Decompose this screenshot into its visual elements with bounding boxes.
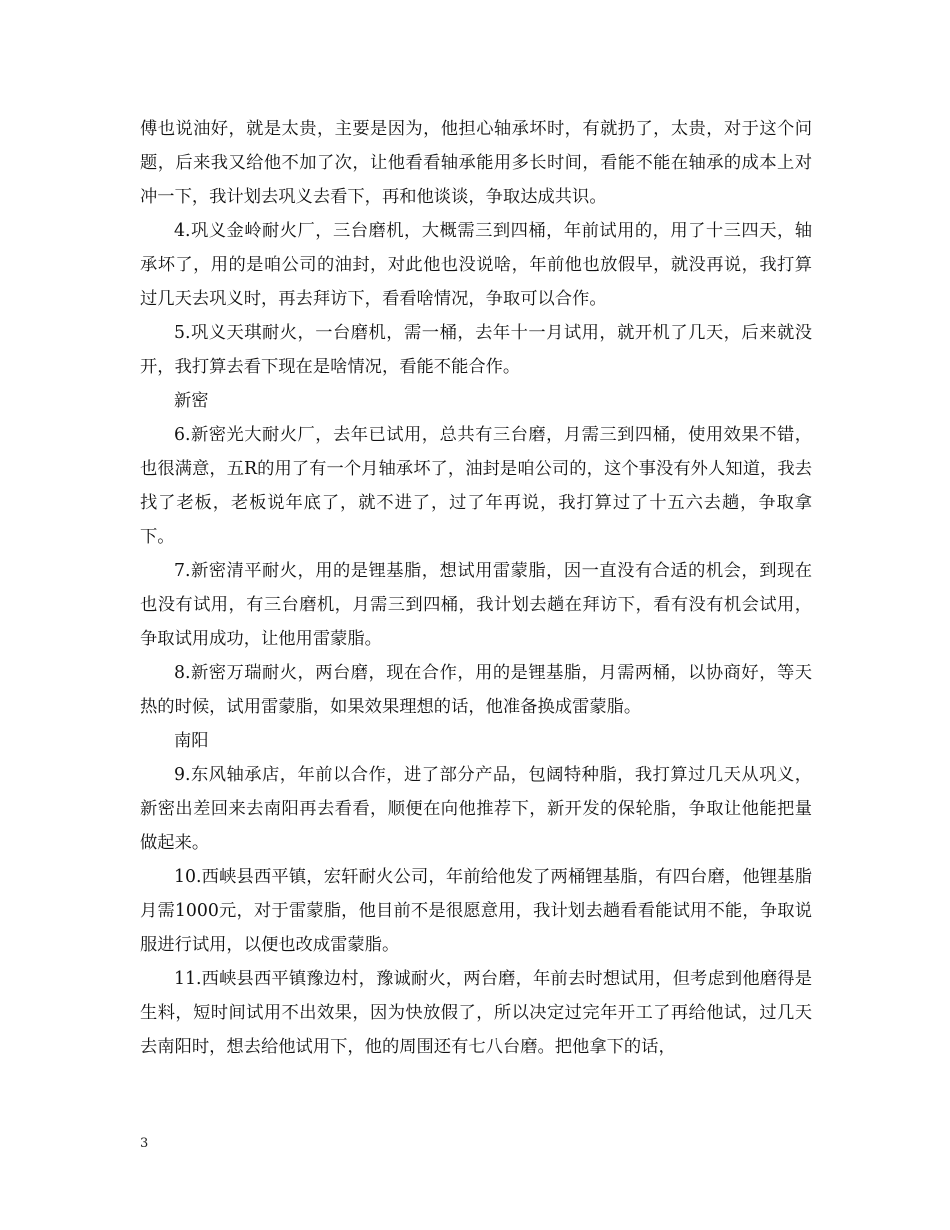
page-number: 3 [140, 1136, 149, 1151]
paragraph-item-5: 5.巩义天琪耐火，一台磨机，需一桶，去年十一月试用，就开机了几天，后来就没开，我打算去看下现在是啥情况，看能不能合作。 [140, 323, 812, 377]
paragraph-item-7: 7.新密清平耐火，用的是锂基脂，想试用雷蒙脂，因一直没有合适的机会，到现在也没有试用，有三台磨机，月需三到四桶，我计划去趟在拜访下，看有没有机会试用，争取试用成功，让他用雷蒙脂。 [140, 561, 812, 649]
paragraph-item-8: 8.新密万瑞耐火，两台磨，现在合作，用的是锂基脂，月需两桶，以协商好，等天热的时候，试用雷蒙脂，如果效果理想的话，他准备换成雷蒙脂。 [140, 663, 812, 717]
section-heading-nanyang: 南阳 [174, 731, 209, 751]
paragraph-item-9: 9.东风轴承店，年前以合作，进了部分产品，包阔特种脂，我打算过几天从巩义，新密出差回来去南阳再去看看，顺便在向他推荐下，新开发的保轮脂，争取让他能把量做起来。 [140, 765, 812, 853]
document-body [140, 112, 812, 1064]
paragraph-continuation: 傅也说油好，就是太贵，主要是因为，他担心轴承坏时，有就扔了，太贵，对于这个问题，后来我又给他不加了次，让他看看轴承能用多长时间，看能不能在轴承的成本上对冲一下，我计划去巩义去看下，再和他谈谈，争取达成共识。 [140, 119, 812, 207]
paragraph-item-10: 10.西峡县西平镇，宏轩耐火公司，年前给他发了两桶锂基脂，有四台磨，他锂基脂月需1000元，对于雷蒙脂，他目前不是很愿意用，我计划去趟看看能试用不能，争取说服进行试用，以便也改成雷蒙脂。 [140, 867, 812, 955]
section-heading-xinmi: 新密 [174, 391, 209, 411]
paragraph-item-6: 6.新密光大耐火厂，去年已试用，总共有三台磨，月需三到四桶，使用效果不错，也很满意，五R的用了有一个月轴承坏了，油封是咱公司的，这个事没有外人知道，我去找了老板，老板说年底了，就不进了，过了年再说，我打算过了十五六去趟，争取拿下。 [140, 425, 812, 547]
paragraph-item-11: 11.西峡县西平镇豫边村，豫诚耐火，两台磨，年前去时想试用，但考虑到他磨得是生料，短时间试用不出效果，因为快放假了，所以决定过完年开工了再给他试，过几天去南阳时，想去给他试用下，他的周围还有七八台磨。把他拿下的话， [140, 969, 812, 1057]
paragraph-item-4: 4.巩义金岭耐火厂，三台磨机，大概需三到四桶，年前试用的，用了十三四天，轴承坏了，用的是咱公司的油封，对此他也没说啥，年前他也放假早，就没再说，我打算过几天去巩义时，再去拜访下，看看啥情况，争取可以合作。 [140, 221, 812, 309]
